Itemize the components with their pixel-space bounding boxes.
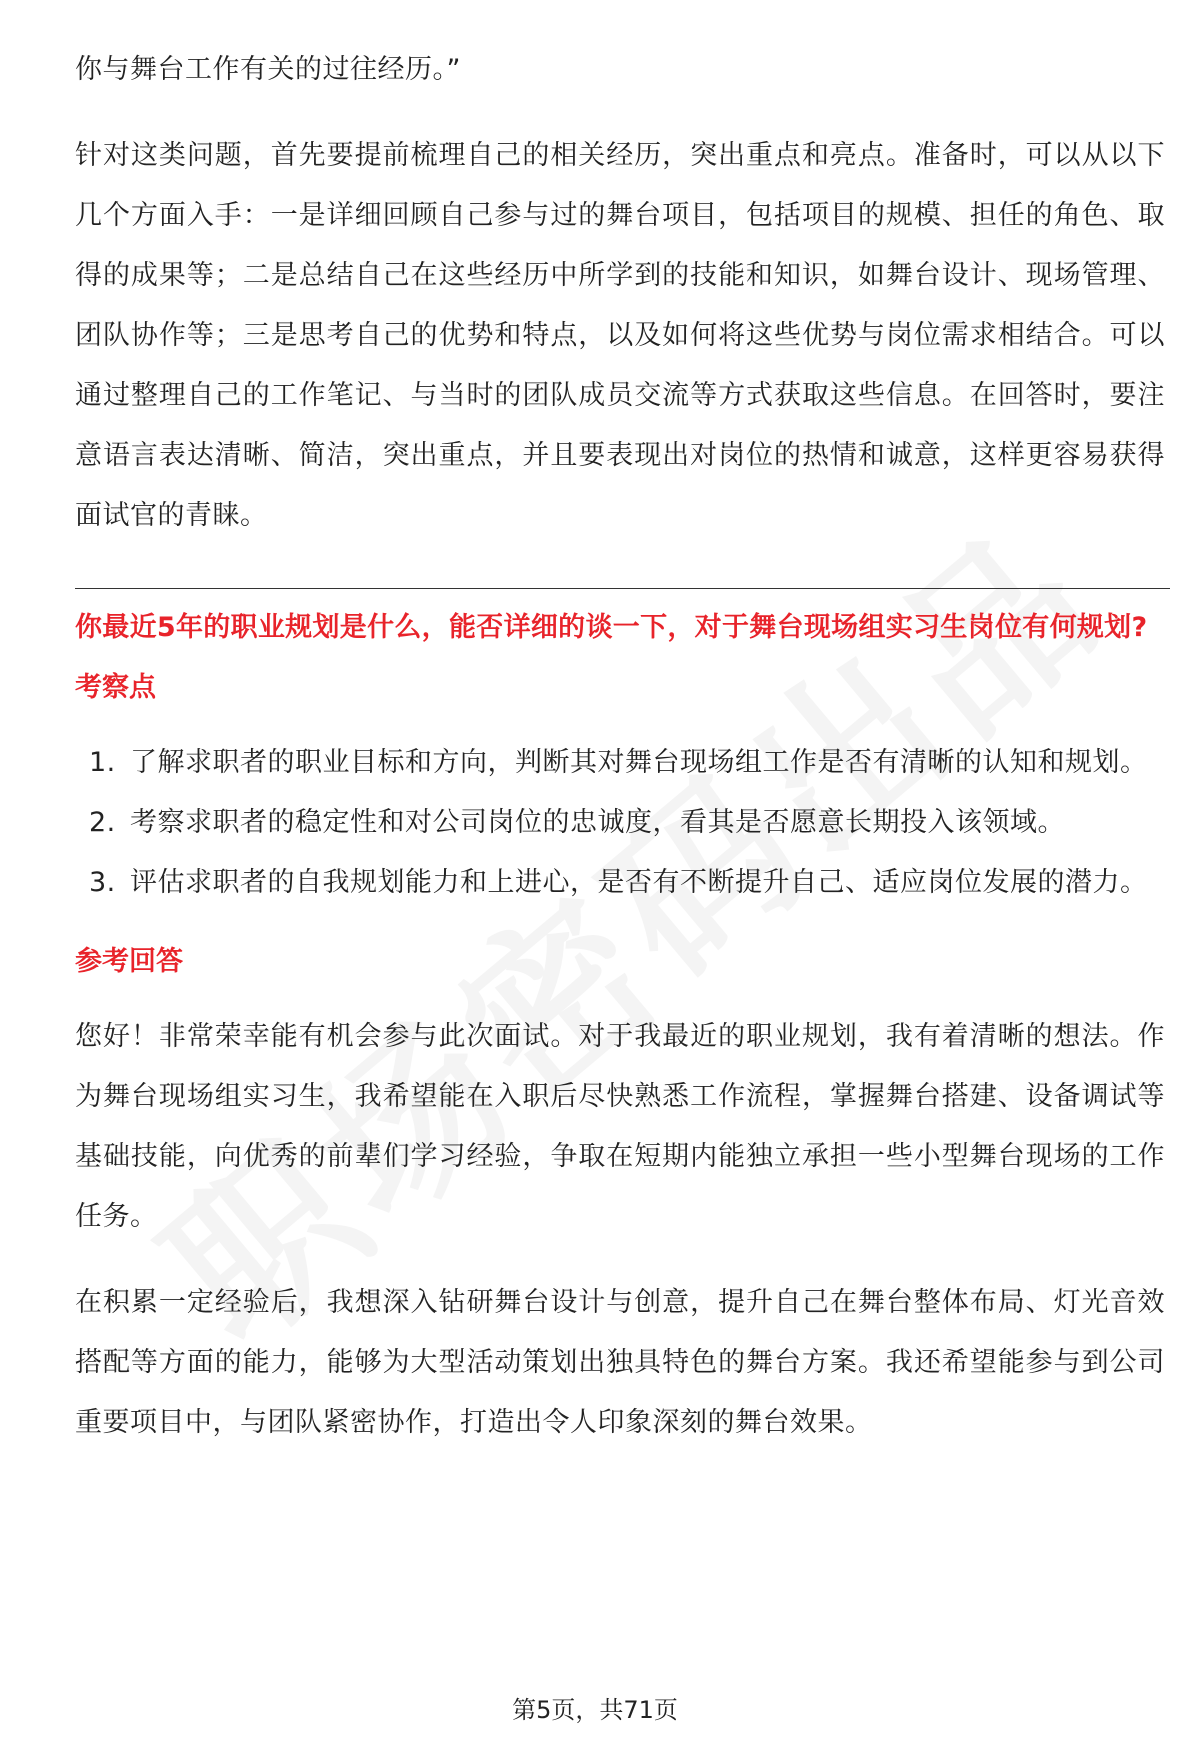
spacer — [75, 1247, 1165, 1273]
list-item-text: 了解求职者的职业目标和方向，判断其对舞台现场组工作是否有清晰的认知和规划。 — [130, 747, 1148, 778]
spacer — [75, 705, 1165, 733]
spacer — [75, 100, 1165, 126]
list-item — [75, 853, 1165, 913]
focus-points-title: 考察点 — [75, 672, 156, 703]
question-heading: 你最近5年的职业规划是什么，能否详细的谈一下，对于舞台现场组实习生岗位有何规划? — [75, 612, 1148, 643]
spacer — [75, 979, 1165, 1007]
answer-paragraph: 在积累一定经验后，我想深入钻研舞台设计与创意，提升自己在舞台整体布局、灯光音效搭配等方面的能力，能够为大型活动策划出独具特色的舞台方案。我还希望能参与到公司重要项目中，与团队紧密协作，打造出令人印象深刻的舞台效果。 — [75, 1287, 1165, 1438]
answer-paragraph: 您好！非常荣幸能有机会参与此次面试。对于我最近的职业规划，我有着清晰的想法。作为舞台现场组实习生，我希望能在入职后尽快熟悉工作流程，掌握舞台搭建、设备调试等基础技能，向优秀的前辈们学习经验，争取在短期内能独立承担一些小型舞台现场的工作任务。 — [75, 1021, 1165, 1232]
top-fragment: 你与舞台工作有关的过往经历。” — [75, 54, 461, 85]
spacer — [75, 645, 1165, 671]
list-item-text: 评估求职者的自我规划能力和上进心，是否有不断提升自己、适应岗位发展的潜力。 — [130, 867, 1148, 898]
list-item — [75, 793, 1165, 853]
spacer — [75, 913, 1165, 945]
list-number: 3. — [89, 867, 116, 898]
page-content — [75, 40, 1165, 1453]
reference-answer-title: 参考回答 — [75, 946, 183, 977]
list-item — [75, 733, 1165, 793]
list-item-text: 考察求职者的稳定性和对公司岗位的忠诚度，看其是否愿意长期投入该领域。 — [130, 807, 1065, 838]
previous-answer-paragraph: 针对这类问题，首先要提前梳理自己的相关经历，突出重点和亮点。准备时，可以从以下几个方面入手：一是详细回顾自己参与过的舞台项目，包括项目的规模、担任的角色、取得的成果等；二是总结自己在这些经历中所学到的技能和知识，如舞台设计、现场管理、团队协作等；三是思考自己的优势和特点，以及如何将这些优势与岗位需求相结合。可以通过整理自己的工作笔记、与当时的团队成员交流等方式获取这些信息。在回答时，要注意语言表达清晰、简洁，突出重点，并且要表现出对岗位的热情和诚意，这样更容易获得面试官的青睐。 — [75, 140, 1165, 531]
list-number: 1. — [89, 747, 116, 778]
list-number: 2. — [89, 807, 116, 838]
focus-points-list — [75, 733, 1165, 913]
spacer — [75, 546, 1165, 588]
page-footer: 第5页，共71页 — [512, 1696, 678, 1724]
spacer — [75, 589, 1165, 611]
